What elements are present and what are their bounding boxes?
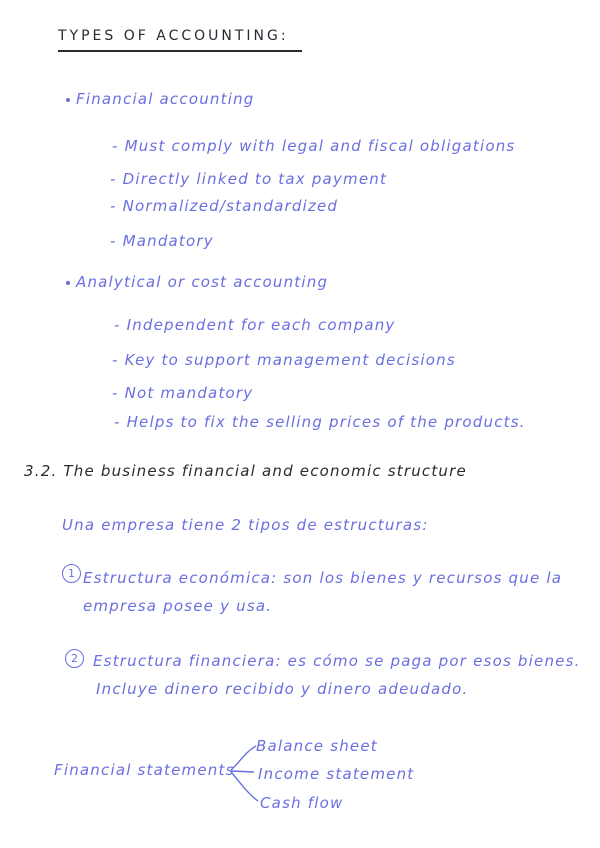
analytical-item: - Key to support management decisions [112,351,456,369]
number-circle-icon: 1 [62,564,81,583]
page-title: TYPES OF ACCOUNTING: [58,28,289,44]
structure-line: Estructura financiera: es cómo se paga por esos bienes. [93,652,581,670]
analytical-item: - Independent for each company [114,316,396,334]
analytical-item: - Helps to fix the selling prices of the products. [114,413,526,431]
number-circle-icon: 2 [65,649,84,668]
structure-line: empresa posee y usa. [83,597,273,615]
financial-item: - Must comply with legal and fiscal obligations [112,137,516,155]
statement-item: Income statement [258,765,415,783]
financial-item: - Normalized/standardized [110,197,339,215]
section-title: The business financial and economic structure [63,462,467,480]
intro-text: Una empresa tiene 2 tipos de estructuras: [62,516,429,534]
structure-line: Estructura económica: son los bienes y recursos que la [83,569,563,587]
statements-label: Financial statements [54,761,235,779]
financial-item: - Mandatory [110,232,214,250]
section-number: 3.2. [24,462,58,480]
financial-item: - Directly linked to tax payment [110,170,388,188]
structure-line: Incluye dinero recibido y dinero adeudado. [96,680,469,698]
statement-item: Balance sheet [256,737,378,755]
statement-item: Cash flow [260,794,344,812]
analytical-heading-text: Analytical or cost accounting [76,273,329,291]
financial-heading-text: Financial accounting [76,90,255,108]
analytical-item: - Not mandatory [112,384,254,402]
